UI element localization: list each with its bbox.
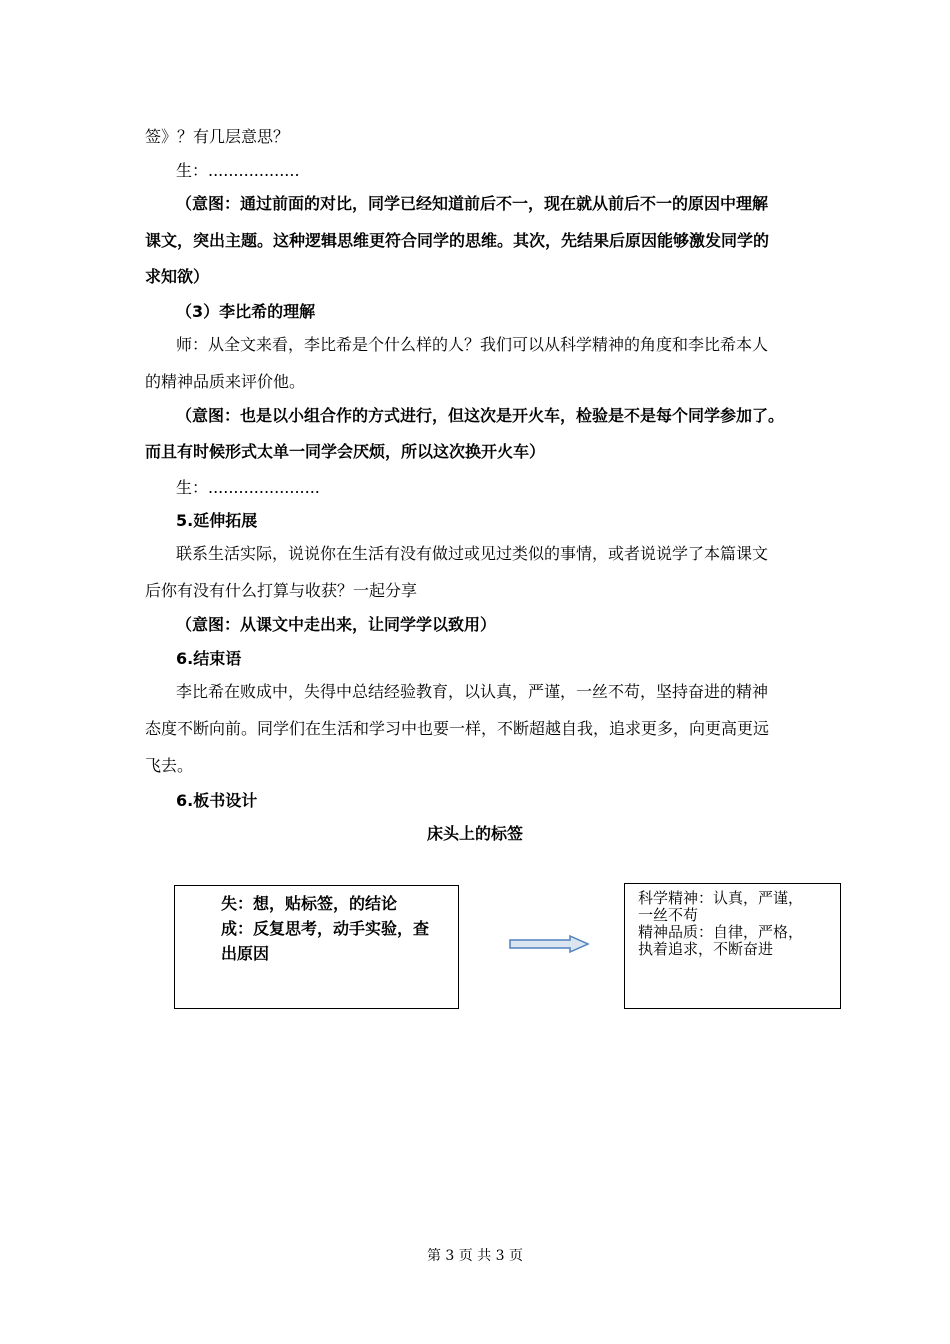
board-right-box — [624, 883, 841, 1009]
text-line: 态度不断向前。同学们在生活和学习中也要一样，不断超越自我，追求更多，向更高更远 — [145, 719, 770, 738]
intent-note: 而且有时候形式太单一同学会厌烦，所以这次换开火车） — [145, 442, 546, 461]
board-left-box — [174, 885, 459, 1009]
text-line: 生：...................... — [176, 478, 320, 497]
text-line: 联系生活实际，说说你在生活有没有做过或见过类似的事情，或者说说学了本篇课文 — [176, 544, 769, 563]
text-line: 李比希在败成中，失得中总结经验教育，以认真，严谨，一丝不苟，坚持奋进的精神 — [176, 682, 769, 701]
left-box-line: 失：想，贴标签，的结论 — [221, 894, 398, 913]
text-line: 后你有没有什么打算与收获？一起分享 — [145, 581, 418, 600]
intent-note: （意图：从课文中走出来，让同学学以致用） — [176, 615, 497, 634]
right-box-line: 执着追求，不断奋进 — [638, 940, 774, 958]
board-design-title: 床头上的标签 — [426, 824, 523, 843]
right-box-line: 科学精神：认真，严谨， — [638, 889, 804, 907]
text-line: 的精神品质来评价他。 — [145, 372, 306, 391]
text-line: 签》？有几层意思？ — [145, 127, 290, 146]
left-box-line: 出原因 — [221, 944, 270, 963]
right-box-line: 一丝不苟 — [638, 906, 699, 924]
text-line: 飞去。 — [145, 756, 194, 775]
right-box-line: 精神品质：自律，严格， — [638, 923, 804, 941]
section-heading: （3）李比希的理解 — [176, 302, 316, 321]
intent-note: 求知欲） — [145, 267, 210, 286]
section-heading: 6.结束语 — [176, 649, 242, 668]
intent-note: （意图：通过前面的对比，同学已经知道前后不一，现在就从前后不一的原因中理解 — [176, 194, 769, 213]
arrow-right-icon — [508, 934, 592, 954]
text-line: 生：.................. — [176, 161, 300, 180]
intent-note: 课文，突出主题。这种逻辑思维更符合同学的思维。其次，先结果后原因能够激发同学的 — [145, 231, 770, 250]
intent-note: （意图：也是以小组合作的方式进行，但这次是开火车，检验是不是每个同学参加了。 — [176, 406, 785, 425]
text-line: 师：从全文来看，李比希是个什么样的人？我们可以从科学精神的角度和李比希本人 — [176, 335, 769, 354]
section-heading: 5.延伸拓展 — [176, 511, 258, 530]
page-footer: 第 3 页 共 3 页 — [426, 1248, 524, 1264]
left-box-line: 成：反复思考，动手实验，查 — [221, 919, 430, 938]
section-heading: 6.板书设计 — [176, 791, 258, 810]
